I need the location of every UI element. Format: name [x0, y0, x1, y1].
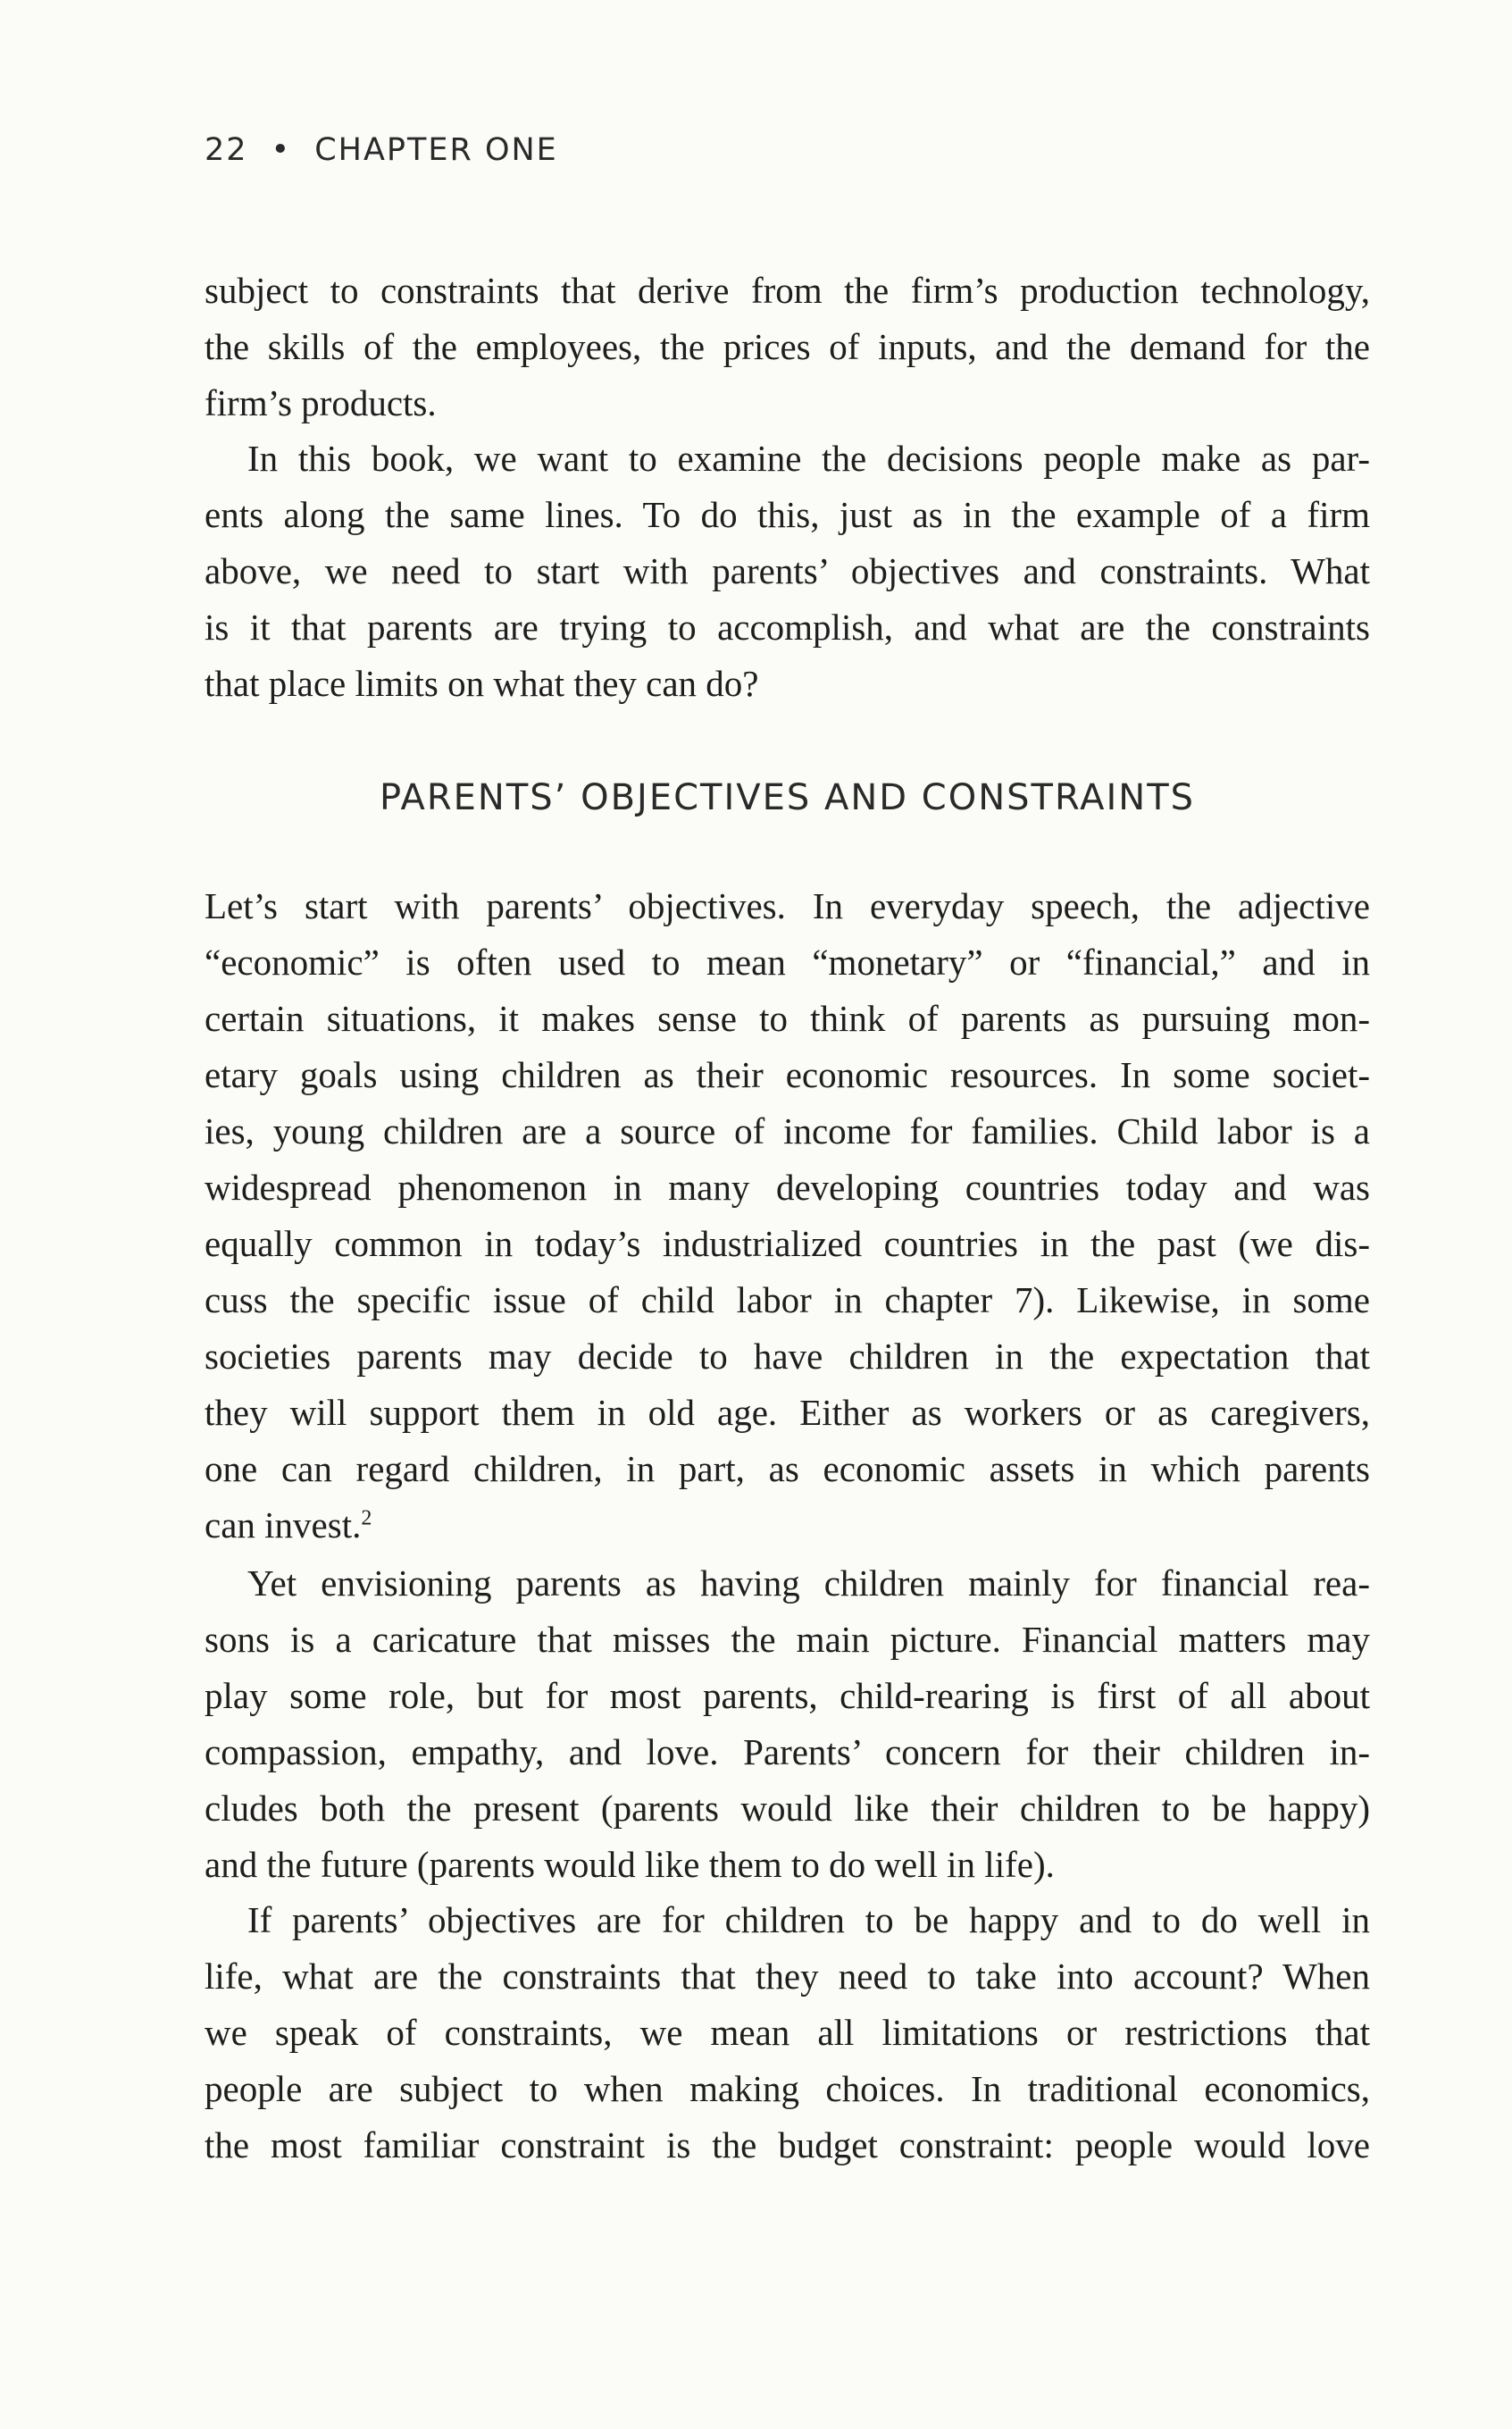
text-line: cuss the specific issue of child labor in chapter 7). Likewise, in some — [205, 1279, 1370, 1320]
paragraph-3 — [205, 878, 1370, 1554]
text-line: one can regard children, in part, as economic assets in which parents — [205, 1448, 1370, 1489]
section-heading: PARENTS’ OBJECTIVES AND CONSTRAINTS — [379, 777, 1196, 818]
text-line: and the future (parents would like them to do well in life). — [205, 1844, 1055, 1885]
running-head — [205, 132, 558, 168]
text-line: societies parents may decide to have children in the expectation that — [205, 1336, 1370, 1377]
text-line: compassion, empathy, and love. Parents’ concern for their children in- — [205, 1731, 1370, 1772]
text-line-content: can invest. — [205, 1504, 362, 1545]
text-line — [205, 1497, 1370, 1554]
chapter-title: CHAPTER ONE — [314, 132, 558, 168]
paragraph-2 — [205, 431, 1370, 712]
page-number: 22 — [205, 132, 248, 168]
text-line: “economic” is often used to mean “monetary” or “financial,” and in — [205, 942, 1370, 983]
text-line: the skills of the employees, the prices of inputs, and the demand for the — [205, 326, 1370, 367]
text-line: sons is a caricature that misses the main picture. Financial matters may — [205, 1619, 1370, 1660]
separator-bullet: • — [271, 132, 292, 168]
text-line: equally common in today’s industrialized countries in the past (we dis- — [205, 1223, 1370, 1264]
text-line: above, we need to start with parents’ objectives and constraints. What — [205, 550, 1370, 591]
text-line: In this book, we want to examine the decisions people make as par- — [247, 438, 1370, 479]
text-line: is it that parents are trying to accomplish, and what are the constraints — [205, 607, 1370, 648]
text-line: certain situations, it makes sense to think of parents as pursuing mon- — [205, 998, 1370, 1039]
text-line: If parents’ objectives are for children to be happy and to do well in — [247, 1899, 1370, 1940]
paragraph-4 — [205, 1555, 1370, 1893]
text-line: Let’s start with parents’ objectives. In everyday speech, the adjective — [205, 885, 1370, 926]
text-line: widespread phenomenon in many developing countries today and was — [205, 1167, 1370, 1208]
text-line: cludes both the present (parents would like their children to be happy) — [205, 1788, 1370, 1829]
text-line: play some role, but for most parents, child-rearing is first of all about — [205, 1675, 1370, 1716]
footnote-marker[interactable]: 2 — [361, 1506, 372, 1530]
text-line: that place limits on what they can do? — [205, 663, 759, 704]
text-line: the most familiar constraint is the budget constraint: people would love — [205, 2124, 1370, 2165]
text-line: Yet envisioning parents as having children mainly for financial rea- — [247, 1562, 1370, 1604]
paragraph-5 — [205, 1892, 1370, 2174]
paragraph-1 — [205, 263, 1370, 431]
text-line: people are subject to when making choices. In traditional economics, — [205, 2068, 1370, 2109]
text-line: ies, young children are a source of income for families. Child labor is a — [205, 1110, 1370, 1152]
text-line: we speak of constraints, we mean all limitations or restrictions that — [205, 2012, 1370, 2053]
text-line: ents along the same lines. To do this, just as in the example of a firm — [205, 494, 1370, 535]
text-line: etary goals using children as their economic resources. In some societ- — [205, 1054, 1370, 1095]
text-line: firm’s products. — [205, 382, 437, 423]
text-line: life, what are the constraints that they need to take into account? When — [205, 1956, 1370, 1997]
text-line: subject to constraints that derive from the firm’s production technology, — [205, 270, 1370, 311]
text-line: they will support them in old age. Either as workers or as caregivers, — [205, 1392, 1370, 1433]
